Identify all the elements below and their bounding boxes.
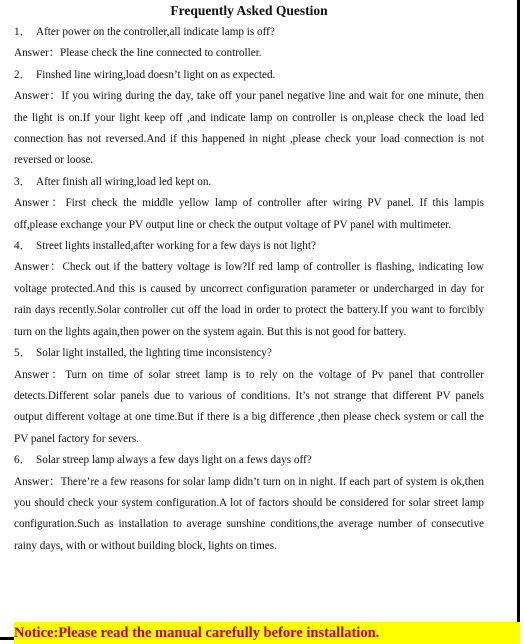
question-text: Solar light installed, the lighting time inconsistency?: [36, 347, 272, 360]
answer-4: [14, 257, 484, 343]
question-text: Solar streep lamp always a few days light on a fews days off?: [36, 454, 312, 467]
answer-3: [14, 193, 484, 236]
answer-2: [14, 86, 484, 172]
question-number: 2．: [14, 68, 31, 81]
question-text: Street lights installed,after working for a few days is not light?: [36, 240, 316, 253]
answer-label: Answer：: [14, 261, 63, 274]
answer-text: If you wiring during the day, take off your panel negative line and wait for one minute, then the light is on.If your light keep off ,and indicate lamp on controller is on,please check the load led connection has not reversed.And if this happened in night ,please check your load connection is not reversed or loose.: [14, 90, 484, 167]
answer-label: Answer：: [14, 197, 66, 210]
question-number: 3．: [14, 175, 31, 188]
question-text: After power on the controller,all indicate lamp is off?: [36, 26, 275, 38]
faq-document: [14, 2, 484, 557]
answer-text: First check the middle yellow lamp of controller after wiring PV panel. If this lampis off,please exchange your PV output line or check the output voltage of PV panel with multimeter.: [14, 197, 484, 231]
question-3: [14, 172, 484, 193]
question-text: Finshed line wiring,load doesn’t light on as expected.: [36, 68, 276, 81]
answer-text: Check out if the battery voltage is low?If red lamp of controller is flashing, indicating low voltage protected.And this is caused by uncorrect configuration parameter or undercharged in day for rain days recently.Solar controller cut off the load in order to protect the battery.If you want to forcibly turn on the lights again,then power on the system again. But this is not good for battery.: [14, 261, 484, 338]
question-number: 5．: [14, 347, 31, 360]
answer-text: Please check the line connected to controller.: [60, 47, 262, 60]
answer-label: Answer：: [14, 368, 66, 381]
question-1: [14, 22, 484, 43]
answer-5: [14, 365, 484, 451]
question-5: [14, 343, 484, 364]
question-text: After finish all wiring,load led kept on.: [36, 175, 212, 188]
answer-label: Answer：: [14, 475, 61, 488]
question-2: [14, 65, 484, 86]
page-title: Frequently Asked Question: [170, 3, 328, 18]
question-4: [14, 236, 484, 257]
answer-label: Answer：: [14, 90, 62, 103]
question-6: [14, 450, 484, 471]
answer-6: [14, 472, 484, 558]
question-number: 6．: [14, 454, 31, 467]
notice-banner: Notice:Please read the manual carefully before installation.: [14, 622, 520, 644]
question-number: 4．: [14, 240, 31, 253]
question-number: 1．: [14, 26, 31, 38]
answer-text: There’re a few reasons for solar lamp didn’t turn on in night. If each part of system is ok,then you should check your system configuration.A lot of factors should be considered for solar street lamp configuration.Such as installation to average sunshine conditions,the average number of consecutive rainy days, with or without building block, lights on times.: [14, 475, 484, 552]
answer-label: Answer：: [14, 47, 60, 60]
answer-1: [14, 43, 484, 64]
answer-text: Turn on time of solar street lamp is to rely on the voltage of Pv panel that controller detects.Different solar panels due to various of conditions. It’s not strange that different PV panels output different voltage at one time.But if there is a big difference ,then please check system or call the PV panel factory for severs.: [14, 368, 484, 445]
